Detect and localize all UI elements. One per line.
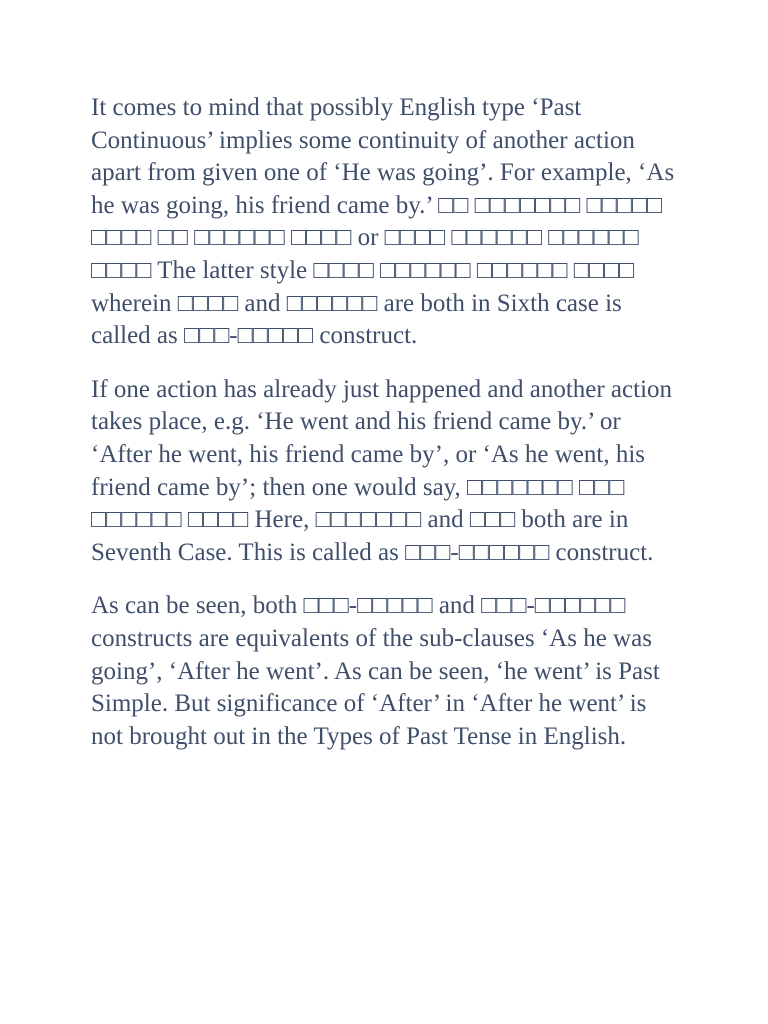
paragraph-seventh-case: If one action has already just happened and another action takes place, e.g. ‘He went and his friend came by.’ or ‘After he went, his friend came by’, or ‘As he went, his friend came by’; then one would say, □□□□□□□ □□□ □□□□□□ □□□□ Here, □□□□□□□ and □□□ both are in Seventh Case. This is called as □□□-□□□□□□ construct. [91, 375, 673, 566]
document-body [91, 92, 683, 774]
paragraph-past-continuous: It comes to mind that possibly English type ‘Past Continuous’ implies some continuity of another action apart from given one of ‘He was going’. For example, ‘As he was going, his friend came by.’ □□ □□□□□□□ □□□□□ □□□□ □□ □□□□□□ □□□□ or □□□□ □□□□□□ □□□□□□ □□□□ The latter style □□□□ □□□□□□ □□□□□□ □□□□ wherein □□□□ and □□□□□□ are both in Sixth case is called as □□□-□□□□□ construct. [91, 94, 675, 350]
paragraph-conclusion: As can be seen, both □□□-□□□□□ and □□□-□□□□□□ constructs are equivalents of the sub-clauses ‘As he was going’, ‘After he went’. As can be seen, ‘he went’ is Past Simple. But significance of ‘After’ in ‘After he went’ is not brought out in the Types of Past Tense in English. [91, 592, 660, 750]
